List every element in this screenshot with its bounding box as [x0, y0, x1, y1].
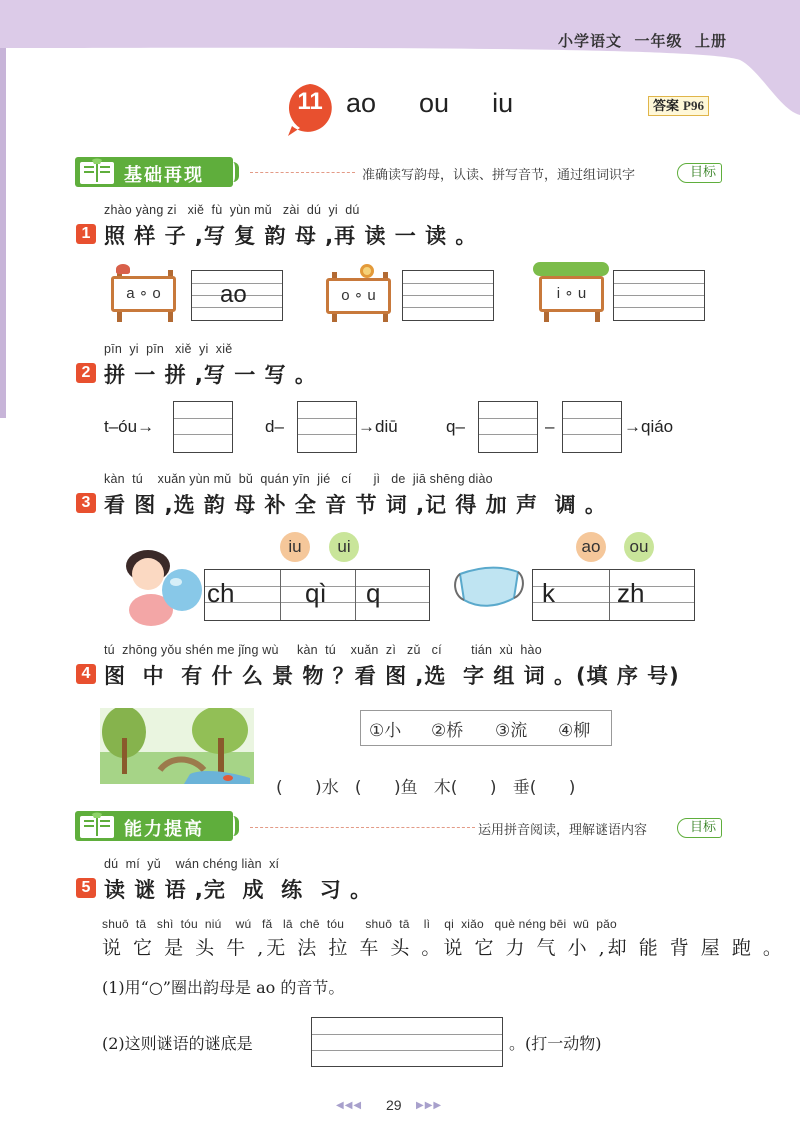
- q2-box-2[interactable]: [297, 401, 357, 453]
- goal-tag: 目标: [677, 818, 722, 838]
- banner-tail: [233, 162, 239, 182]
- q2-item-a: t–óu→: [104, 417, 155, 436]
- q5-pinyin: dú mí yǔ wán chéng liàn xí: [104, 857, 280, 871]
- dashed-divider: [250, 827, 475, 828]
- snail-icon: [360, 264, 374, 278]
- q3-left-cell-2: qì: [305, 578, 327, 608]
- q3-right-grid[interactable]: [532, 569, 695, 621]
- q3-right-cell-2: zh: [617, 578, 645, 608]
- q3-text: 看 图 ,选 韵 母 补 全 音 节 词 ,记 得 加 声 调 。: [104, 493, 607, 517]
- q4-option-2: ②桥: [431, 721, 464, 741]
- lesson-title: ao ou iu: [346, 88, 514, 118]
- q4-option-1: ①小: [369, 721, 402, 741]
- q1-answer-box-1[interactable]: [191, 270, 283, 321]
- q2-box-1[interactable]: [173, 401, 233, 453]
- q1-answer-text: ao: [220, 281, 247, 308]
- q4-text: 图 中 有 什 么 景 物 ？看 图 ,选 字 组 词 。(填 序 号): [104, 664, 680, 688]
- dashed-divider: [250, 172, 355, 173]
- riddle-answer-box[interactable]: [311, 1017, 503, 1067]
- q5-sub2-suffix: 。(打一动物): [509, 1034, 602, 1053]
- left-edge-strip: [0, 48, 6, 418]
- q2-box-3[interactable]: [478, 401, 538, 453]
- sign-ao: a ∘ o: [111, 276, 176, 312]
- q3-right-cell-1: k: [542, 578, 555, 608]
- book-icon: [78, 812, 116, 840]
- q4-option-4: ④柳: [558, 721, 591, 741]
- q3-number: 3: [76, 493, 96, 513]
- q3-pinyin: kàn tú xuǎn yùn mǔ bǔ quán yīn jié cí jì de jiā shēng diào: [104, 472, 493, 486]
- q3-option-ui: ui: [329, 532, 359, 562]
- section2-title: 能力提高: [124, 819, 204, 840]
- q1-text: 照 样 子 ,写 复 韵 母 ,再 读 一 读 。: [104, 224, 478, 248]
- vine-icon: [533, 262, 609, 276]
- q4-number: 4: [76, 664, 96, 684]
- section1-goal: 准确读写韵母，认读、拼写音节，通过组词识字: [362, 168, 636, 183]
- grid-divider: [355, 570, 356, 620]
- banner-tail: [233, 816, 239, 836]
- q4-fill-line[interactable]: ( )水 ( )鱼 木( ) 垂( ): [276, 778, 576, 798]
- q1-answer-box-2[interactable]: [402, 270, 494, 321]
- q2-item-c: q–: [446, 417, 465, 436]
- willow-bridge-image: [100, 708, 254, 784]
- q3-left-cell-1: ch: [207, 578, 235, 608]
- q5-text: 读 谜 语 ,完 成 练 习 。: [104, 878, 373, 902]
- footer-right-arrows: ▶▶▶: [416, 1100, 443, 1111]
- q3-option-iu: iu: [280, 532, 310, 562]
- q5-sub1: (1)用“○”圈出韵母是 ao 的音节。: [102, 978, 345, 997]
- mask-image: [452, 560, 526, 612]
- q3-option-ou: ou: [624, 532, 654, 562]
- q2-item-c-result: →qiáo: [624, 417, 674, 436]
- q4-pinyin: tú zhōng yǒu shén me jǐng wù kàn tú xuǎn zì zǔ cí tián xù hào: [104, 643, 542, 657]
- sign-ou: o ∘ u: [326, 278, 391, 314]
- q2-number: 2: [76, 363, 96, 383]
- bird-icon: [116, 264, 130, 274]
- grid-divider: [280, 570, 281, 620]
- header-subject: 小学语文 一年级 上册: [558, 32, 727, 50]
- section2-goal: 运用拼音阅读，理解谜语内容: [478, 823, 648, 838]
- q1-pinyin: zhào yàng zi xiě fù yùn mǔ zài dú yi dú: [104, 203, 360, 217]
- q1-number: 1: [76, 224, 96, 244]
- lesson-number: 11: [297, 88, 323, 115]
- girl-balloon-image: [118, 546, 206, 626]
- answer-ref[interactable]: 答案 P96: [648, 96, 709, 116]
- q4-option-3: ③流: [495, 721, 528, 741]
- q5-sub2-prefix: (2)这则谜语的谜底是: [102, 1034, 253, 1053]
- grid-divider: [609, 570, 610, 620]
- goal-tag: 目标: [677, 163, 722, 183]
- q2-item-b-result: →diū: [358, 417, 398, 436]
- q2-pinyin: pīn yi pīn xiě yi xiě: [104, 342, 233, 356]
- riddle-text: 说 它 是 头 牛 ,无 法 拉 车 头 。说 它 力 气 小 ,却 能 背 屋 跑 。: [102, 937, 785, 959]
- q2-box-4[interactable]: [562, 401, 622, 453]
- q1-answer-box-3[interactable]: [613, 270, 705, 321]
- q2-item-c-dash: –: [545, 417, 555, 436]
- q2-text: 拼 一 拼 ,写 一 写 。: [104, 363, 317, 387]
- section1-title: 基础再现: [124, 165, 204, 186]
- book-icon: [78, 158, 116, 186]
- riddle-pinyin: shuō tā shì tóu niú wú fǎ lā chē tóu shuō tā lì qi xiǎo què néng bēi wū pǎo: [102, 917, 617, 931]
- q5-number: 5: [76, 878, 96, 898]
- page-number: 29: [386, 1097, 402, 1113]
- q3-left-cell-3: q: [366, 578, 381, 608]
- q3-option-ao: ao: [576, 532, 606, 562]
- footer-left-arrows: ◀◀◀: [336, 1100, 363, 1111]
- sign-iu: i ∘ u: [539, 276, 604, 312]
- q2-item-b: d–: [265, 417, 284, 436]
